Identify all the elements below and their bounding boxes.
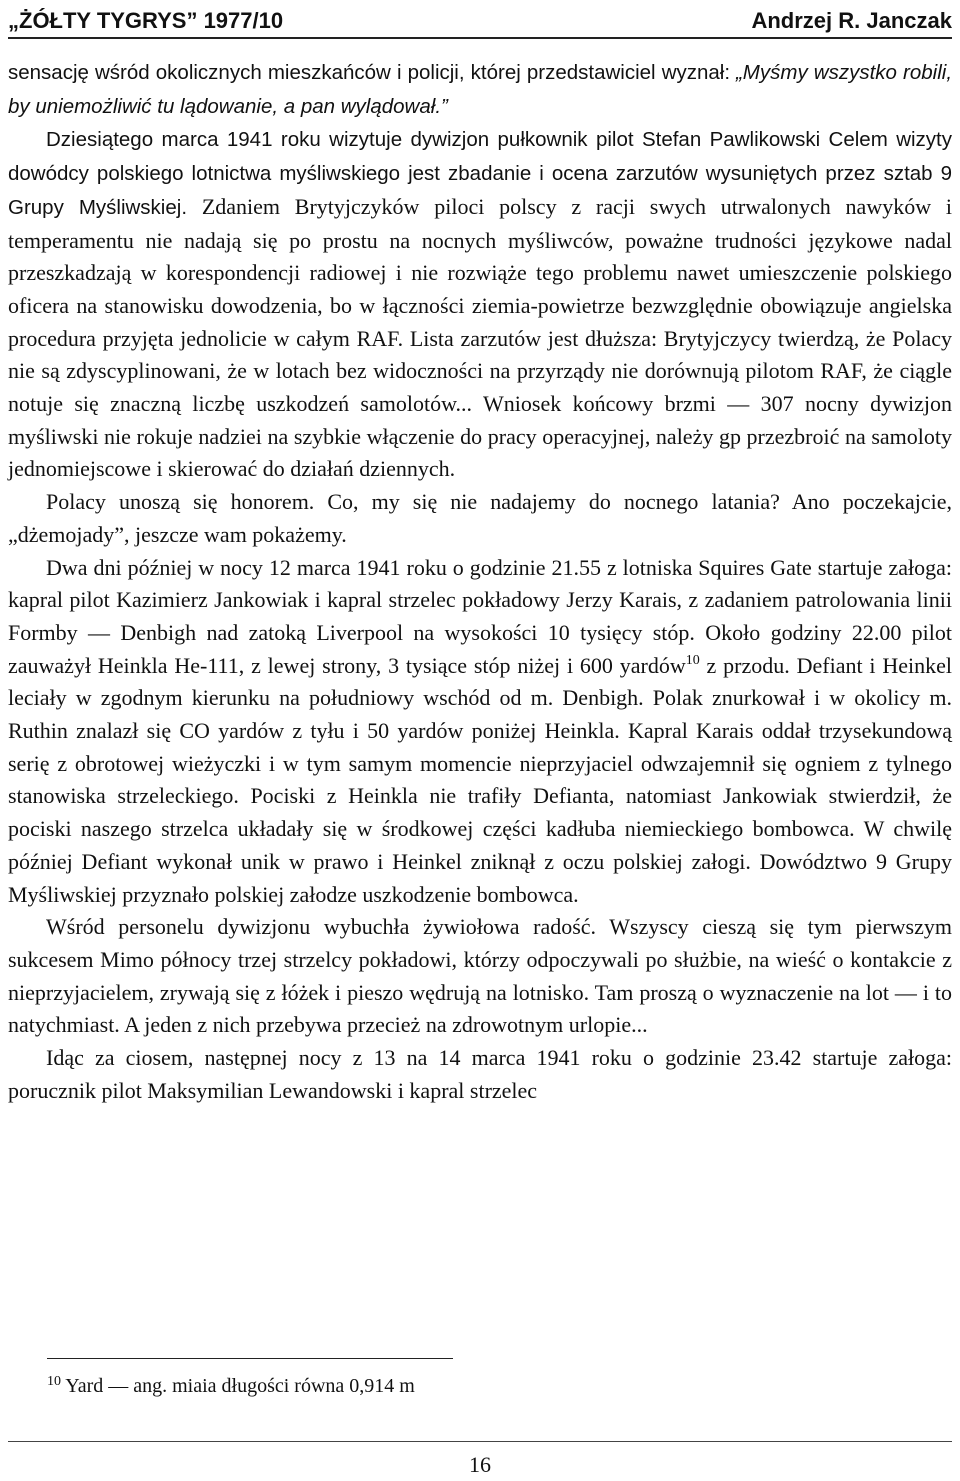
paragraph-1-serif: Zdaniem Brytyjczyków piloci polscy z racji swych utrwalonych nawyków i temperamentu nie nadają się po prostu na nocnych myśliwców, poważne trudności językowe nadal przeszkadzają w korespondencji radiowej i nie rozwiąże tego problemu nawet umieszczenie polskiego oficera na stanowisku dowodzenia, bo w łączności ziemia-powietrze bezwzględnie obowiązuje angielska procedura przyjęta jednolicie w całym RAF. Lista zarzutów jest dłuższa: Brytyjczycy twierdzą, że Polacy nie są zdyscyplinowani, że w lotach bez widoczności na przyrządy nie dorównują pilotom RAF, że ciągle notuje się znaczną liczbę uszkodzeń samolotów... Wniosek końcowy brzmi — 307 nocny dywizjon myśliwski nie rokuje nadziei na szybkie włączenie do pracy operacyjnej, należy gp przezbroić na samoloty jednomiejscowe i skierować do działań dziennych. [8, 193, 952, 482]
header-divider [8, 37, 952, 39]
footer-divider [8, 1441, 952, 1442]
intro-quote: „Myśmy wszystko robili, by uniemożliwić tu lądowanie, a pan wylądował.” [8, 61, 953, 118]
footnote-divider [47, 1358, 453, 1359]
paragraph-1-sans: Dziesiątego marca 1941 roku wizytuje dywizjon pułkownik pilot Stefan Pawlikowski Celem wizyty dowódcy polskiego lotnictwa myśliwskiego jest zbadanie i ocena zarzutów wysuniętych przez sztab 9 Grupy Myśliwskiej. [8, 128, 952, 219]
header-author: Andrzej R. Janczak [751, 8, 952, 33]
footnote-number: 10 [47, 1374, 61, 1389]
page-number: 16 [469, 1452, 491, 1477]
paragraph-5: Idąc za ciosem, następnej nocy z 13 na 14 marca 1941 roku o godzinie 23.42 startuje załoga: porucznik pilot Maksymilian Lewandowski i kapral strzelec [8, 1045, 952, 1103]
body-text [8, 56, 952, 1108]
paragraph-intro [8, 56, 952, 123]
footnote [47, 1372, 747, 1400]
paragraph-4: Wśród personelu dywizjonu wybuchła żywiołowa radość. Wszyscy cieszą się tym pierwszym sukcesem Mimo północy trzej strzelcy pokładowi, którzy odpoczywali po służbie, na wieść o kontakcie z nieprzyjacielem, zrywają się z łóżek i pieszo wędrują na lotnisko. Tam proszą o wyznaczenie na lot — i to natychmiast. A jeden z nich przebywa przecież na zdrowotnym urlopie... [8, 914, 952, 1038]
paragraph-3-part-a: Dwa dni później w nocy 12 marca 1941 roku o godzinie 21.55 z lotniska Squires Gate startuje załoga: kapral pilot Kazimierz Jankowiak i kapral strzelec pokładowy Jerzy Karais, z zadaniem patrolowania linii Formby — Denbigh nad zatoką Liverpool na wysokości 10 tysięcy stóp. Około godziny 22.00 pilot zauważył Heinkla He-111, z lewej strony, 3 tysiące stóp niżej i 600 yardów [8, 554, 952, 678]
paragraph-3 [8, 552, 952, 912]
footnote-reference[interactable]: 10 [685, 652, 700, 668]
footnote-text: Yard — ang. miaia długości równa 0,914 m [61, 1375, 415, 1397]
paragraph-2: Polacy unoszą się honorem. Co, my się nie nadajemy do nocnego latania? Ano poczekajcie, „dżemojady”, jeszcze wam pokażemy. [8, 489, 952, 547]
running-header [8, 6, 952, 36]
intro-sentence: sensację wśród okolicznych mieszkańców i policji, której przedstawiciel wyznał: [8, 61, 731, 84]
paragraph-3-part-b: z przodu. Defiant i Heinkel leciały w zgodnym kierunku na południowy wschód od m. Denbigh. Polak znurkował i w okolicy m. Ruthin znalazł się CO yardów z tyłu i 50 yardów poniżej Heinkla. Kapral Karais oddał trzysekundową serię z obrotowej wieżyczki i w tym samym momencie nieprzyjaciel odwzajemnił się ogniem z tylnego stanowiska strzeleckiego. Pociski z Heinkla nie trafiły Defianta, natomiast Jankowiak stwierdził, że pociski naszego strzelca układały się w środkowej części kadłuba niemieckiego bombowca. W chwilę później Defiant wykonał unik w prawo i Heinkel zniknął z oczu polskiej załogi. Dowództwo 9 Grupy Myśliwskiej przyznało polskiej załodze uszkodzenie bombowca. [8, 652, 953, 907]
header-title: „ŻÓŁTY TYGRYS” 1977/10 [8, 8, 284, 33]
paragraph-1 [8, 123, 952, 486]
